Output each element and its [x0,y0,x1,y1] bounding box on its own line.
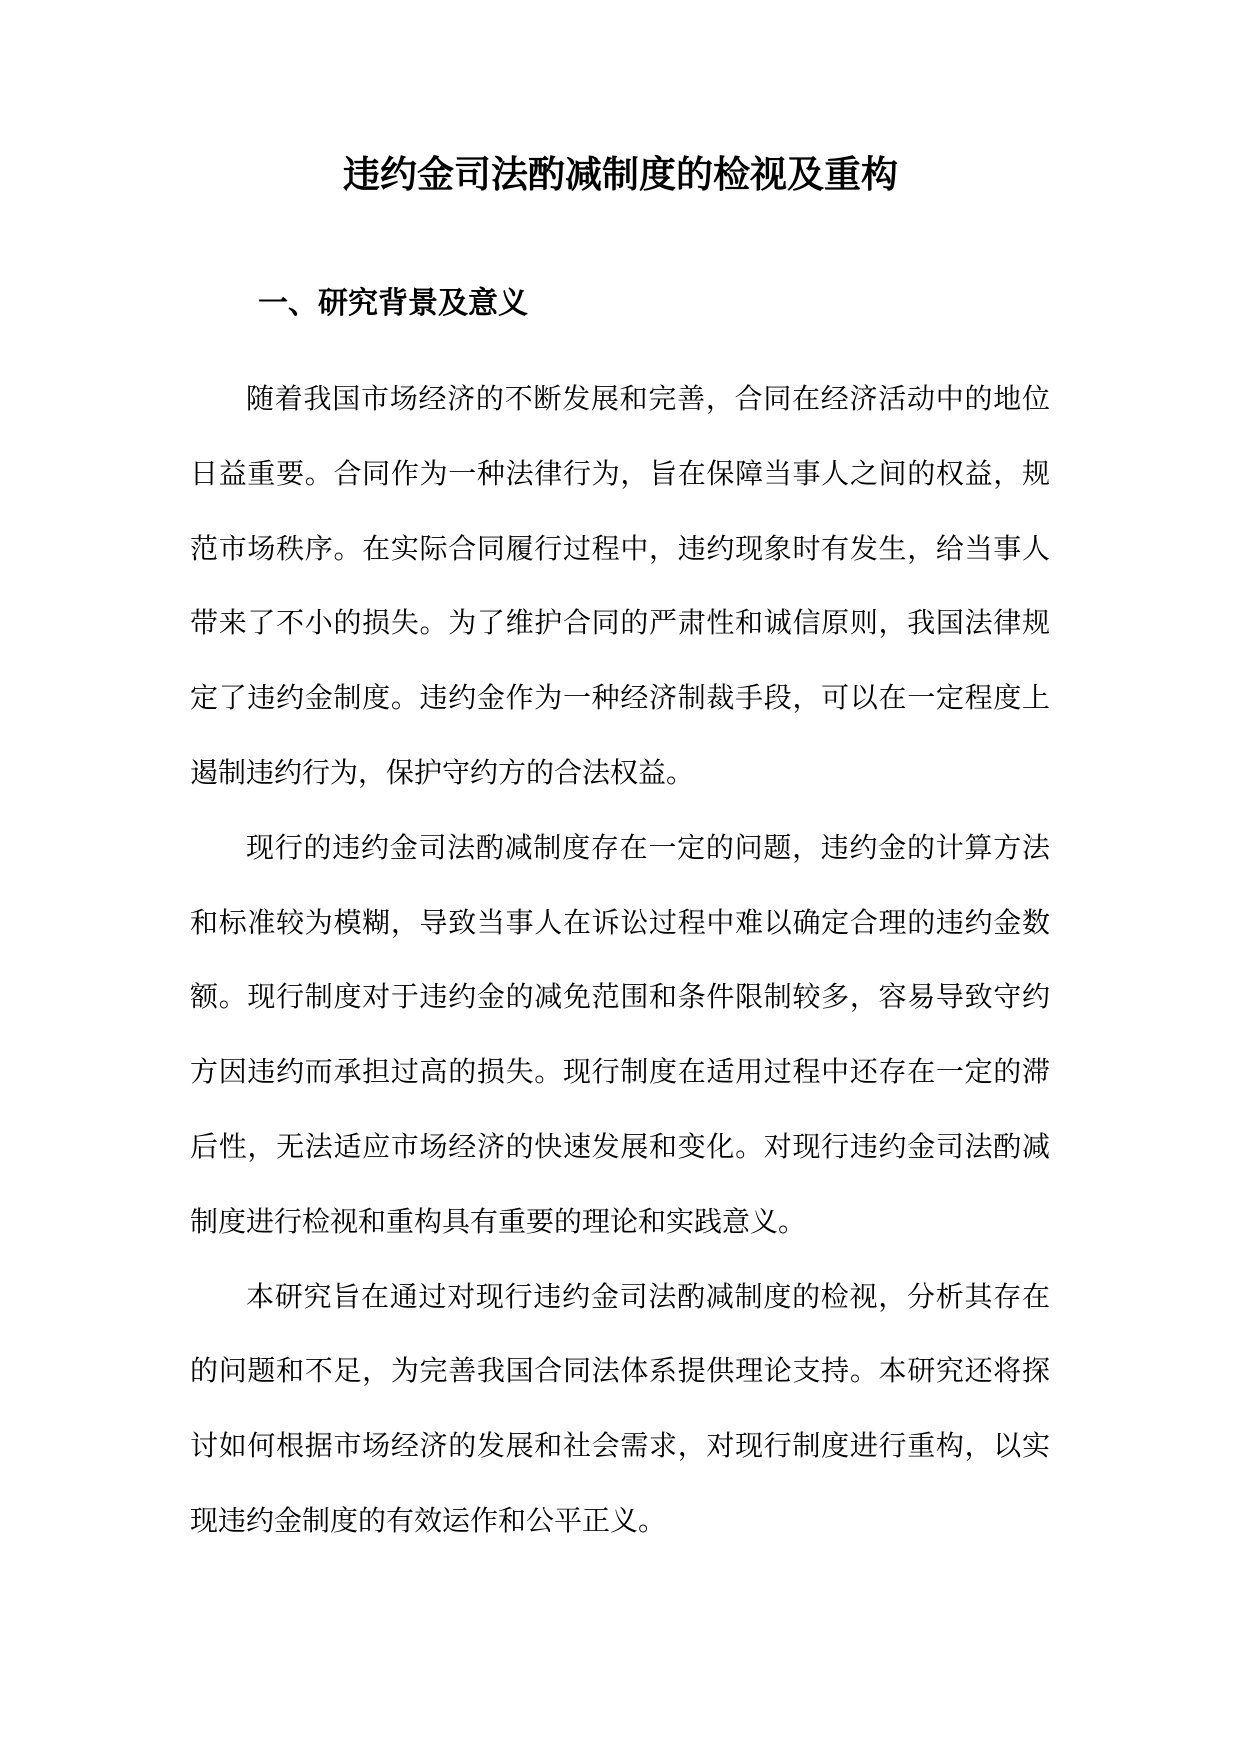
document-title: 违约金司法酌减制度的检视及重构 [343,153,898,196]
paragraph-current-problems: 现行的违约金司法酌减制度存在一定的问题，违约金的计算方法和标准较为模糊，导致当事人在诉讼过程中难以确定合理的违约金数额。现行制度对于违约金的减免范围和条件限制较多，容易导致守约方因违约而承担过高的损失。现行制度在适用过程中还存在一定的滞后性，无法适应市场经济的快速发展和变化。对现行违约金司法酌减制度进行检视和重构具有重要的理论和实践意义。 [190,830,1050,1238]
paragraph-background: 随着我国市场经济的不断发展和完善，合同在经济活动中的地位日益重要。合同作为一种法律行为，旨在保障当事人之间的权益，规范市场秩序。在实际合同履行过程中，违约现象时有发生，给当事人带来了不小的损失。为了维护合同的严肃性和诚信原则，我国法律规定了违约金制度。违约金作为一种经济制裁手段，可以在一定程度上遏制违约行为，保护守约方的合法权益。 [190,382,1050,789]
paragraph-research-aim: 本研究旨在通过对现行违约金司法酌减制度的检视，分析其存在的问题和不足，为完善我国合同法体系提供理论支持。本研究还将探讨如何根据市场经济的发展和社会需求，对现行制度进行重构，以实现违约金制度的有效运作和公平正义。 [190,1279,1050,1537]
section-body [190,362,1050,1559]
section-heading: 一、研究背景及意义 [258,286,528,321]
